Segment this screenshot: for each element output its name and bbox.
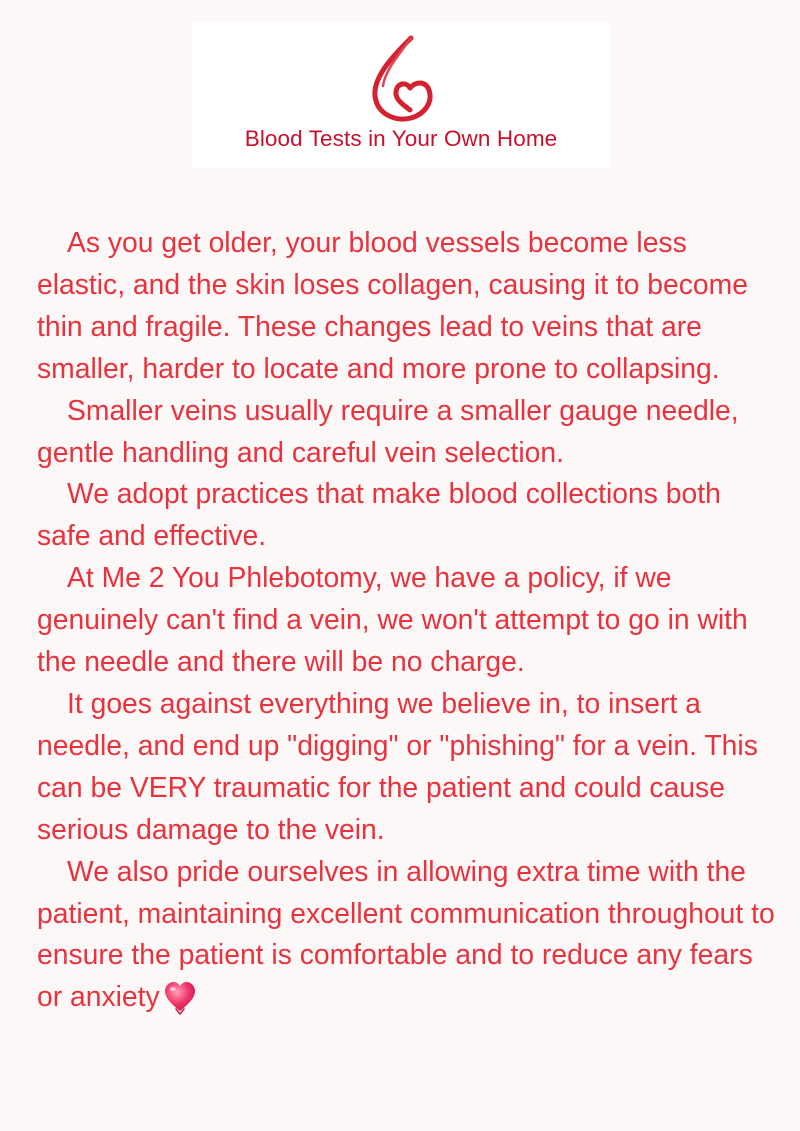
paragraph-no-digging: It goes against everything we believe in, to insert a needle, and end up "digging" or "phishing" for a vein. This can be VERY traumatic for the patient and could cause serious damage to the vein. — [37, 686, 758, 845]
logo — [192, 22, 610, 168]
paragraph-extra-time-text: We also pride ourselves in allowing extra time with the patient, maintaining excellent communication throughout to ensure the patient is comfortable and to reduce any fears or anxiety — [37, 854, 775, 1013]
growing-heart-emoji-icon — [164, 981, 196, 1015]
logo-tagline: Blood Tests in Your Own Home — [244, 126, 558, 151]
paragraph-extra-time — [37, 851, 782, 1019]
paragraph-policy: At Me 2 You Phlebotomy, we have a policy, if we genuinely can't find a vein, we won't attempt to go in with the needle and there will be no charge. — [37, 561, 748, 678]
paragraph-practices: We adopt practices that make blood collections both safe and effective. — [37, 477, 721, 552]
blood-drop-heart-icon — [365, 32, 437, 122]
main-text — [37, 222, 782, 1018]
paragraph-smaller-veins: Smaller veins usually require a smaller gauge needle, gentle handling and careful vein selection. — [37, 393, 739, 468]
paragraph-aging-veins: As you get older, your blood vessels become less elastic, and the skin loses collagen, causing it to become thin and fragile. These changes lead to veins that are smaller, harder to locate and more prone to collapsing. — [37, 226, 748, 384]
